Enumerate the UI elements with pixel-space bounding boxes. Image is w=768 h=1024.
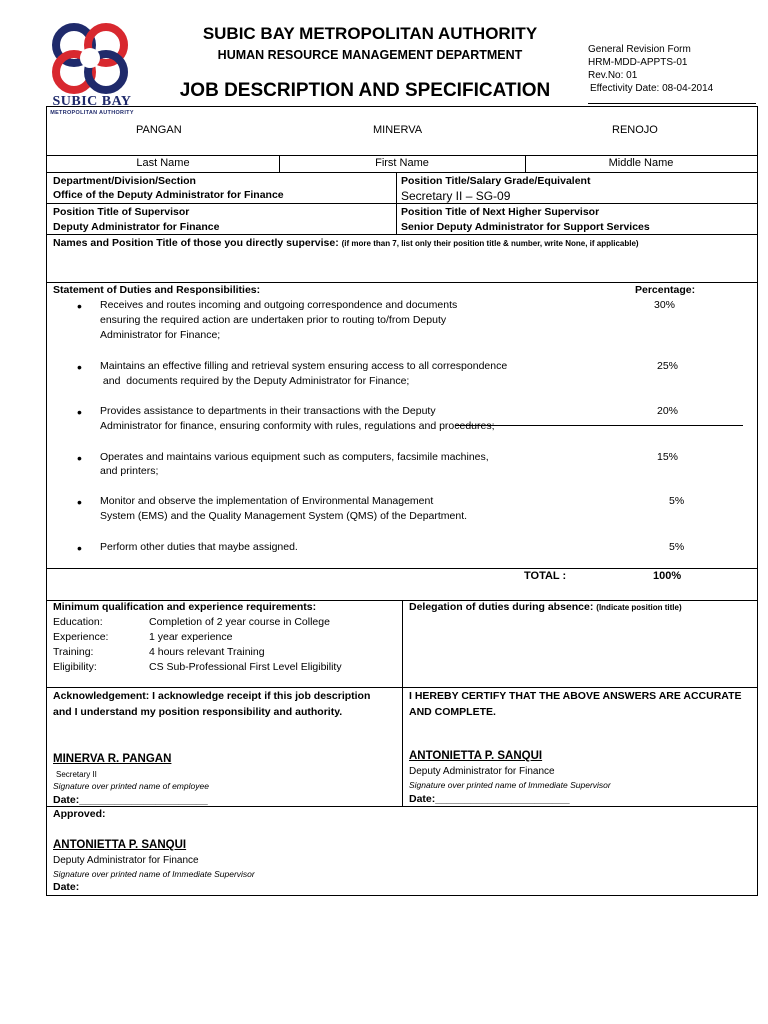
form-meta-code: HRM-MDD-APPTS-01 — [588, 57, 688, 68]
divider — [47, 806, 757, 807]
divider — [396, 172, 397, 234]
first-name-value: MINERVA — [373, 124, 423, 136]
certify-line-2: AND COMPLETE. — [409, 706, 496, 718]
training-key: Training: — [53, 646, 94, 658]
divider — [47, 203, 757, 204]
form-meta-effectivity: Effectivity Date: 08-04-2014 — [590, 83, 714, 94]
acknowledgement-line-2: and I understand my position responsibility and authority. — [53, 706, 343, 718]
divider — [47, 568, 757, 569]
bullet-icon: • — [77, 298, 82, 314]
sbma-logo-icon — [44, 20, 140, 98]
divider — [402, 600, 403, 806]
last-name-label: Last Name — [136, 157, 190, 169]
bullet-icon: • — [77, 494, 82, 510]
logo-subtext: METROPOLITAN AUTHORITY — [50, 110, 134, 116]
experience-key: Experience: — [53, 631, 109, 643]
total-label: TOTAL : — [524, 570, 567, 582]
employee-signature-caption: Signature over printed name of employee — [53, 781, 209, 791]
logo-wordmark: SUBIC BAY — [52, 94, 132, 109]
duty-4-line-1: Operates and maintains various equipment such as computers, facsimile machines, — [100, 451, 489, 463]
supervisor-label: Position Title of Supervisor — [53, 206, 190, 218]
approver-title: Deputy Administrator for Finance — [53, 855, 199, 866]
duty-4-percentage: 15% — [657, 451, 679, 463]
meta-underline — [588, 103, 756, 104]
duties-label: Statement of Duties and Responsibilities: — [53, 284, 261, 296]
delegation-label: Delegation of duties during absence: — [409, 601, 594, 613]
divider — [47, 234, 757, 235]
divider — [47, 172, 757, 173]
duty-1-percentage: 30% — [654, 299, 676, 311]
strike-line — [455, 425, 743, 426]
experience-value: 1 year experience — [149, 631, 233, 643]
middle-name-value: RENOJO — [612, 124, 658, 136]
supervisor-value: Deputy Administrator for Finance — [53, 221, 220, 233]
education-key: Education: — [53, 616, 103, 628]
duty-3-line-1: Provides assistance to departments in their transactions with the Deputy — [100, 405, 436, 417]
duty-5-line-1: Monitor and observe the implementation of Environmental Management — [100, 495, 434, 507]
bullet-icon: • — [77, 450, 82, 466]
duty-1-line-2: ensuring the required action are undertaken prior to routing to/from Deputy — [100, 314, 447, 326]
divider — [47, 155, 757, 156]
last-name-value: PANGAN — [136, 124, 182, 136]
next-supervisor-label: Position Title of Next Higher Supervisor — [401, 206, 600, 218]
approver-signature-caption: Signature over printed name of Immediate Supervisor — [53, 869, 255, 879]
eligibility-value: CS Sub-Professional First Level Eligibility — [149, 661, 342, 673]
divider — [47, 282, 757, 283]
duty-3-percentage: 20% — [657, 405, 679, 417]
duty-6-percentage: 5% — [669, 541, 685, 553]
approver-date-label[interactable]: Date: — [53, 881, 80, 893]
approver-name: ANTONIETTA P. SANQUI — [53, 839, 187, 851]
certify-line-1: I HEREBY CERTIFY THAT THE ABOVE ANSWERS ARE ACCURATE — [409, 690, 742, 702]
supervisor-date-line[interactable]: Date:_______________________ — [409, 793, 570, 805]
org-name: SUBIC BAY METROPOLITAN AUTHORITY — [202, 24, 538, 43]
duty-1-line-3: Administrator for Finance; — [100, 329, 221, 341]
next-supervisor-value: Senior Deputy Administrator for Support Services — [401, 221, 650, 233]
supervisor-signature-caption: Signature over printed name of Immediate Supervisor — [409, 780, 611, 790]
total-value: 100% — [653, 570, 682, 582]
percentage-label: Percentage: — [635, 284, 696, 296]
department-value: Office of the Deputy Administrator for Finance — [53, 189, 284, 201]
duty-2-line-2: and documents required by the Deputy Administrator for Finance; — [100, 375, 410, 387]
supervise-label-line — [53, 237, 639, 249]
employee-date-line[interactable]: Date:______________________ — [53, 794, 208, 806]
qualification-label: Minimum qualification and experience requirements: — [53, 601, 317, 613]
bullet-icon: • — [77, 404, 82, 420]
supervisor-title: Deputy Administrator for Finance — [409, 766, 555, 777]
supervise-label: Names and Position Title of those you directly supervise: — [53, 237, 339, 249]
acknowledgement-line-1: Acknowledgement: I acknowledge receipt if this job description — [53, 690, 371, 702]
form-meta-revision: Rev.No: 01 — [588, 70, 638, 81]
department-label: Department/Division/Section — [53, 175, 196, 187]
delegation-line — [409, 601, 682, 613]
bullet-icon: • — [77, 359, 82, 375]
bullet-icon: • — [77, 540, 82, 556]
form-meta-form-name: General Revision Form — [588, 44, 691, 55]
training-value: 4 hours relevant Training — [149, 646, 265, 658]
duty-1-line-1: Receives and routes incoming and outgoing correspondence and documents — [100, 299, 458, 311]
eligibility-key: Eligibility: — [53, 661, 97, 673]
duty-5-line-2: System (EMS) and the Quality Management System (QMS) of the Department. — [100, 510, 468, 522]
approved-label: Approved: — [53, 808, 106, 820]
supervisor-name: ANTONIETTA P. SANQUI — [409, 750, 543, 762]
position-title-value: Secretary II – SG-09 — [401, 189, 511, 203]
duty-5-percentage: 5% — [669, 495, 685, 507]
duty-3-line-2: Administrator for finance, ensuring conformity with rules, regulations and procedures; — [100, 420, 495, 432]
first-name-label: First Name — [375, 157, 429, 169]
delegation-note: (Indicate position title) — [596, 603, 682, 612]
form-title: JOB DESCRIPTION AND SPECIFICATION — [179, 80, 551, 101]
duty-2-line-1: Maintains an effective filling and retrieval system ensuring access to all correspondence — [100, 360, 508, 372]
employee-title: Secretary II — [56, 770, 97, 779]
duty-6-line-1: Perform other duties that maybe assigned. — [100, 541, 298, 553]
supervise-note: (if more than 7, list only their position title & number, write None, if applicable) — [341, 239, 639, 248]
education-value: Completion of 2 year course in College — [149, 616, 330, 628]
position-title-label: Position Title/Salary Grade/Equivalent — [401, 175, 591, 187]
duty-4-line-2: and printers; — [100, 465, 159, 477]
middle-name-label: Middle Name — [608, 157, 674, 169]
department-name: HUMAN RESOURCE MANAGEMENT DEPARTMENT — [217, 48, 523, 62]
duty-2-percentage: 25% — [657, 360, 679, 372]
employee-name: MINERVA R. PANGAN — [53, 753, 172, 765]
